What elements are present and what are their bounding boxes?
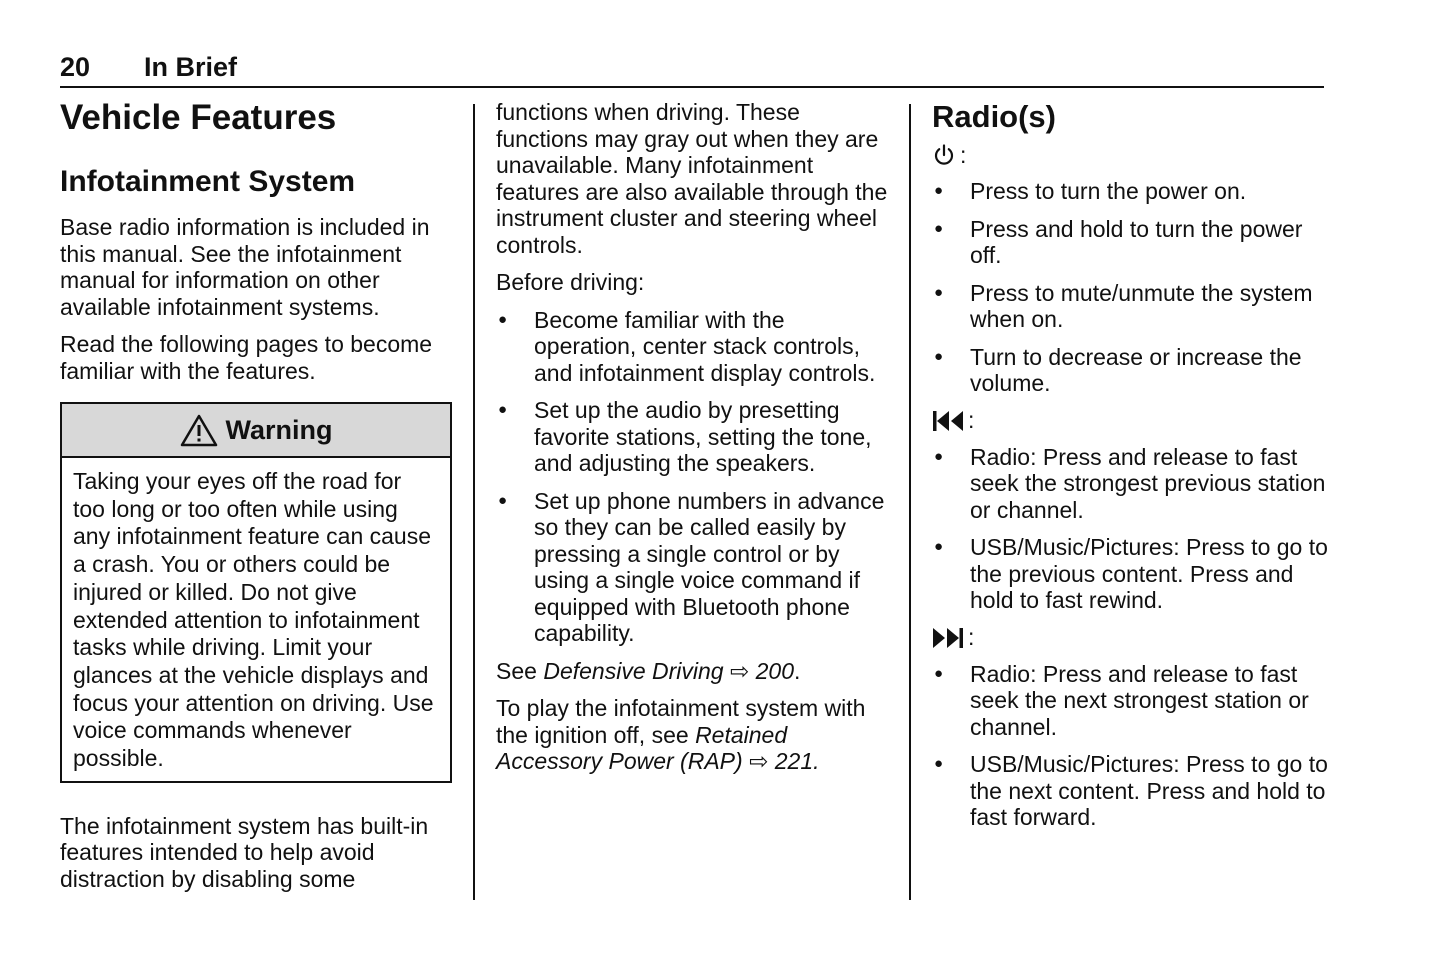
- list-item: ● Become familiar with the operation, center stack controls, and infotainment display controls.: [496, 307, 891, 387]
- column-divider-1: [473, 104, 475, 900]
- seek-forward-list: [932, 661, 1332, 831]
- rap-link[interactable]: Retained Accessory Power (RAP): [496, 721, 788, 774]
- list-item: ● Press to turn the power on.: [932, 178, 1332, 205]
- radio-heading: Radio(s): [932, 99, 1056, 134]
- period: .: [794, 657, 801, 684]
- list-item: ● Radio: Press and release to fast seek the next strongest station or channel.: [932, 661, 1332, 741]
- intro-paragraph: Base radio information is included in this manual. See the infotainment manual for information on other available infotainment systems.: [60, 214, 430, 320]
- seek-back-symbol-row: [932, 408, 1332, 434]
- warning-header: [62, 404, 450, 458]
- list-item: ● Press to mute/unmute the system when on.: [932, 280, 1332, 333]
- rap-paragraph: [496, 695, 891, 775]
- before-driving-label: Before driving:: [496, 269, 645, 295]
- column-divider-2: [909, 104, 911, 900]
- column-1: [60, 98, 452, 903]
- list-item: ● Press and hold to turn the power off.: [932, 216, 1332, 269]
- seek-back-icon: [932, 410, 964, 432]
- column-2: [496, 99, 891, 786]
- list-item: ● Set up phone numbers in advance so they can be called easily by pressing a single control or by using a single voice command if equipped with Bluetooth phone capability.: [496, 488, 891, 647]
- power-symbol-row: [932, 142, 1332, 168]
- warning-text: Taking your eyes off the road for too long or too often while using any infotainment feature can cause a crash. You or others could be injured or killed. Do not give extended attention to infotainment tasks while driving. Limit your glances at the vehicle displays and focus your attention on driving. Use voice commands whenever possible.: [73, 468, 434, 772]
- section-title: In Brief: [144, 52, 238, 82]
- warning-title: Warning: [225, 414, 333, 445]
- page-ref: 200: [755, 657, 795, 684]
- seek-back-list: [932, 444, 1332, 614]
- see-reference: [496, 658, 891, 685]
- page-header: [60, 52, 237, 83]
- see-prefix: See: [496, 657, 544, 684]
- list-item: ● Set up the audio by presetting favorite stations, setting the tone, and adjusting the speakers.: [496, 397, 891, 477]
- colon: :: [960, 141, 967, 168]
- seek-forward-symbol-row: [932, 625, 1332, 651]
- functions-paragraph: functions when driving. These functions may gray out when they are unavailable. Many infotainment features are also available through the instrument cluster and steering wheel controls.: [496, 99, 888, 258]
- page-arrow-icon: ⇨: [729, 657, 750, 684]
- before-driving-list: [496, 307, 891, 647]
- page-number: 20: [60, 52, 91, 82]
- page-title: Vehicle Features: [60, 98, 337, 137]
- warning-box: [60, 402, 452, 783]
- power-list: [932, 178, 1332, 397]
- colon: :: [968, 407, 975, 434]
- section-heading: Infotainment System: [60, 165, 356, 198]
- list-item: ● USB/Music/Pictures: Press to go to the next content. Press and hold to fast forward.: [932, 751, 1332, 831]
- seek-forward-icon: [932, 627, 964, 649]
- warning-triangle-icon: [180, 414, 218, 447]
- header-rule: [60, 86, 1324, 88]
- colon: :: [968, 624, 975, 651]
- list-item: ● USB/Music/Pictures: Press to go to the previous content. Press and hold to fast rewind.: [932, 534, 1332, 614]
- list-item: ● Radio: Press and release to fast seek the strongest previous station or channel.: [932, 444, 1332, 524]
- rap-prefix: To play the infotainment system with the ignition off, see: [496, 695, 866, 748]
- power-icon: [932, 143, 956, 167]
- period: .: [813, 748, 820, 774]
- read-paragraph: Read the following pages to become familiar with the features.: [60, 331, 433, 384]
- column-3: [932, 98, 1332, 842]
- page-arrow-icon: ⇨: [749, 748, 769, 774]
- distraction-paragraph: The infotainment system has built-in features intended to help avoid distraction by disabling some: [60, 812, 429, 892]
- page-ref: 221: [774, 748, 814, 774]
- list-item: ● Turn to decrease or increase the volume.: [932, 344, 1332, 397]
- defensive-driving-link[interactable]: Defensive Driving: [543, 657, 724, 684]
